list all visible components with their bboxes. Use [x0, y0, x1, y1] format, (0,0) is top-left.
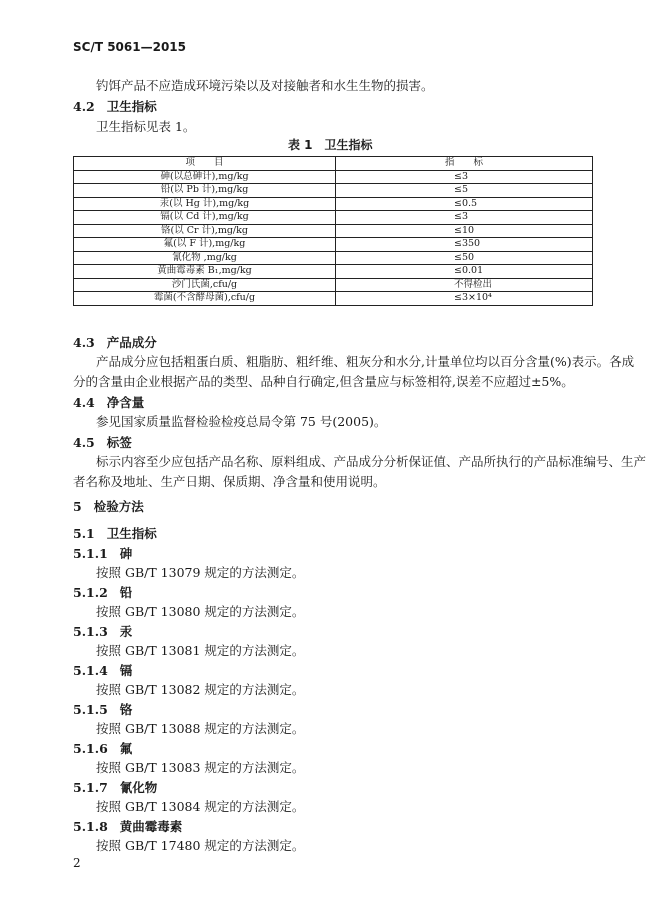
table-header-row — [74, 157, 593, 171]
intro-paragraph: 钓饵产品不应造成环境污染以及对接触者和水生生物的损害。 — [96, 78, 434, 93]
subsection-number: 5.1.8 — [73, 819, 108, 834]
subsection-heading — [73, 778, 157, 796]
subsection-heading — [73, 544, 132, 562]
section-4-5-line-1: 标示内容至少应包括产品名称、原料组成、产品成分分析保证值、产品所执行的产品标准编号、生产 — [96, 454, 647, 469]
subsection-text: 按照 GB/T 13083 规定的方法测定。 — [96, 760, 305, 775]
table-cell-index: ≤350 — [336, 238, 593, 252]
subsection-heading — [73, 739, 132, 757]
subsection-heading — [73, 817, 182, 835]
section-number: 4.5 — [73, 435, 95, 450]
section-number: 4.4 — [73, 395, 95, 410]
subsection-title: 氟 — [119, 741, 133, 756]
subsection-text: 按照 GB/T 17480 规定的方法测定。 — [96, 838, 305, 853]
subsection-title: 汞 — [119, 624, 133, 639]
subsection-title: 镉 — [119, 663, 133, 678]
subsection-number: 5.1.2 — [73, 585, 108, 600]
subsection-title: 砷 — [119, 546, 133, 561]
table-cell-index: ≤5 — [336, 184, 593, 198]
subsection-title: 黄曲霉毒素 — [119, 819, 183, 834]
subsection-title: 氰化物 — [119, 780, 158, 795]
table-cell-item: 氟(以 F 计),mg/kg — [74, 238, 336, 252]
table-cell-item: 汞(以 Hg 计),mg/kg — [74, 197, 336, 211]
subsection-text: 按照 GB/T 13080 规定的方法测定。 — [96, 604, 305, 619]
subsection-text: 按照 GB/T 13079 规定的方法测定。 — [96, 565, 305, 580]
subsection-number: 5.1.4 — [73, 663, 108, 678]
section-4-4-heading — [73, 393, 144, 411]
table-cell-index: 不得检出 — [336, 278, 593, 292]
table-row — [74, 197, 593, 211]
subsection-number: 5.1.3 — [73, 624, 108, 639]
table-cell-item: 铬(以 Cr 计),mg/kg — [74, 224, 336, 238]
page-number: 2 — [73, 856, 81, 870]
section-number: 5.1 — [73, 526, 95, 541]
section-title: 产品成分 — [106, 335, 157, 350]
section-title: 检验方法 — [93, 499, 144, 514]
subsection-number: 5.1.5 — [73, 702, 108, 717]
section-4-3-heading — [73, 333, 157, 351]
table-cell-item: 沙门氏菌,cfu/g — [74, 278, 336, 292]
column-header-index: 指 标 — [336, 157, 593, 171]
table-cell-item: 霉菌(不含酵母菌),cfu/g — [74, 292, 336, 306]
table-row — [74, 251, 593, 265]
table-row — [74, 184, 593, 198]
section-title: 标签 — [106, 435, 132, 450]
table-cell-index: ≤3 — [336, 211, 593, 225]
table-row — [74, 292, 593, 306]
subsection-heading — [73, 661, 132, 679]
hygiene-index-table — [73, 156, 593, 306]
table-row — [74, 170, 593, 184]
table-cell-item: 黄曲霉毒素 B₁,mg/kg — [74, 265, 336, 279]
subsection-text: 按照 GB/T 13082 规定的方法测定。 — [96, 682, 305, 697]
section-4-3-line-2: 分的含量由企业根据产品的类型、品种自行确定,但含量应与标签相符,误差不应超过±5%。 — [73, 374, 574, 389]
subsection-number: 5.1.1 — [73, 546, 108, 561]
subsection-text: 按照 GB/T 13084 规定的方法测定。 — [96, 799, 305, 814]
section-number: 4.2 — [73, 99, 95, 114]
table-cell-index: ≤3 — [336, 170, 593, 184]
table-cell-item: 砷(以总砷计),mg/kg — [74, 170, 336, 184]
table-row — [74, 265, 593, 279]
subsection-text: 按照 GB/T 13088 规定的方法测定。 — [96, 721, 305, 736]
section-4-3-line-1: 产品成分应包括粗蛋白质、粗脂肪、粗纤维、粗灰分和水分,计量单位均以百分含量(%)表示。各成 — [96, 354, 635, 369]
table-cell-index: ≤0.01 — [336, 265, 593, 279]
table-cell-item: 氰化物 ,mg/kg — [74, 251, 336, 265]
subsection-number: 5.1.6 — [73, 741, 108, 756]
section-title: 卫生指标 — [106, 99, 157, 114]
section-4-4-text: 参见国家质量监督检验检疫总局令第 75 号(2005)。 — [96, 414, 387, 429]
subsection-heading — [73, 622, 132, 640]
section-4-2-text: 卫生指标见表 1。 — [96, 119, 196, 134]
subsection-heading — [73, 583, 132, 601]
section-4-2-heading — [73, 97, 157, 115]
table-cell-index: ≤0.5 — [336, 197, 593, 211]
table-cell-item: 铅(以 Pb 计),mg/kg — [74, 184, 336, 198]
table-row — [74, 238, 593, 252]
subsection-heading — [73, 700, 132, 718]
table-cell-index: ≤3×10⁴ — [336, 292, 593, 306]
section-number: 5 — [73, 499, 82, 514]
section-5-1-heading — [73, 524, 157, 542]
section-title: 净含量 — [106, 395, 145, 410]
section-title: 卫生指标 — [106, 526, 157, 541]
section-4-5-heading — [73, 433, 132, 451]
table-row — [74, 224, 593, 238]
table-row — [74, 278, 593, 292]
section-5-heading — [73, 497, 144, 515]
section-4-5-line-2: 者名称及地址、生产日期、保质期、净含量和使用说明。 — [73, 474, 386, 489]
subsection-title: 铬 — [119, 702, 133, 717]
table-cell-index: ≤50 — [336, 251, 593, 265]
table-row — [74, 211, 593, 225]
table-caption: 表 1 卫生指标 — [288, 138, 373, 152]
section-number: 4.3 — [73, 335, 95, 350]
table-cell-index: ≤10 — [336, 224, 593, 238]
table-cell-item: 镉(以 Cd 计),mg/kg — [74, 211, 336, 225]
subsection-title: 铅 — [119, 585, 133, 600]
subsection-number: 5.1.7 — [73, 780, 108, 795]
subsection-text: 按照 GB/T 13081 规定的方法测定。 — [96, 643, 305, 658]
column-header-item: 项 目 — [74, 157, 336, 171]
standard-code-header: SC/T 5061—2015 — [73, 40, 186, 54]
